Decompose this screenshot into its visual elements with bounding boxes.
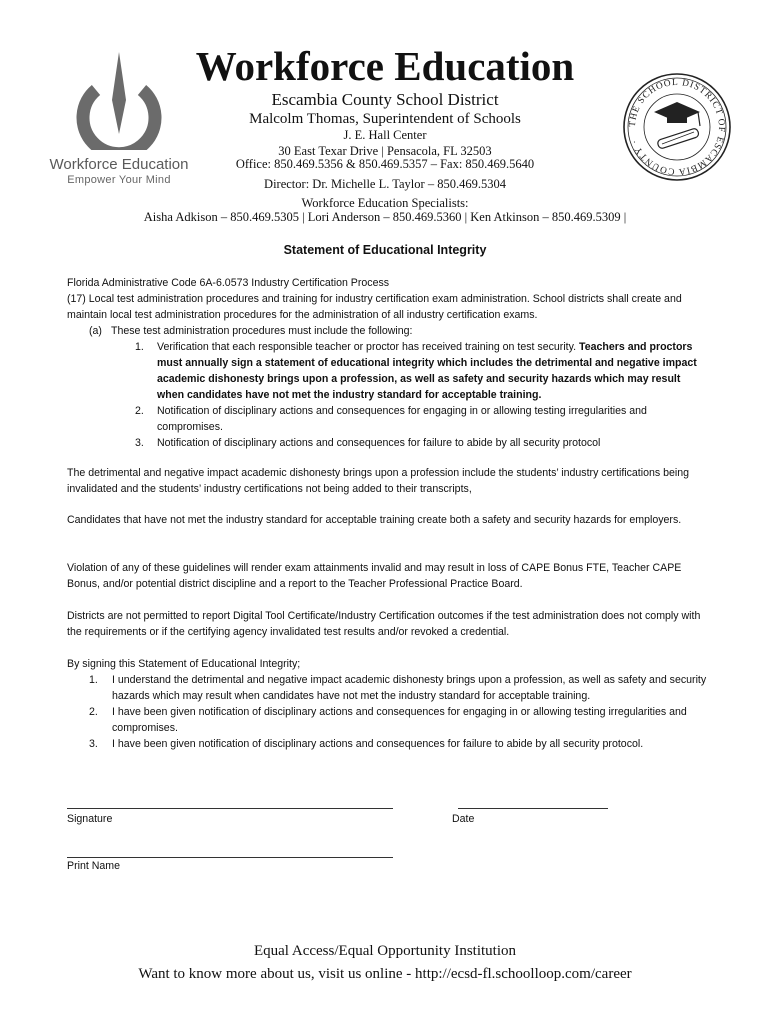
rule-subsection <box>67 323 707 339</box>
paragraph-detrimental: The detrimental and negative impact academic dishonesty brings upon a profession include the students’ industry certifications being invalidated and the students’ industry certifications not being added to their transcripts, <box>67 467 690 495</box>
print-name-line[interactable] <box>67 857 393 858</box>
list-text: I have been given notification of disciplinary actions and consequences for failure to abide by all security protocol. <box>112 738 644 750</box>
list-item <box>67 403 707 435</box>
list-number: 3. <box>89 738 98 750</box>
signing-intro: By signing this Statement of Educational Integrity; <box>67 658 301 670</box>
list-number: 1. <box>89 674 98 686</box>
district-name: Escambia County School District <box>271 90 499 109</box>
rule-line: Florida Administrative Code 6A-6.0573 Industry Certification Process <box>67 277 390 289</box>
logo-name: Workforce Education <box>49 156 189 173</box>
list-text: I have been given notification of disciplinary actions and consequences for engaging in or allowing testing irregularities and compromises. <box>112 706 687 734</box>
date-label: Date <box>452 813 475 825</box>
footer-equal-access: Equal Access/Equal Opportunity Institution <box>253 943 517 959</box>
list-item <box>67 704 707 736</box>
date-line[interactable] <box>458 808 608 809</box>
superintendent: Malcolm Thomas, Superintendent of Schools <box>249 111 521 127</box>
list-text: Notification of disciplinary actions and consequences for failure to abide by all security protocol <box>157 437 601 449</box>
paragraph-districts: Districts are not permitted to report Digital Tool Certificate/Industry Certification outcomes if the test administration does not comply with the requirements or if the certifying agency invalidated test results and/or revoked a credential. <box>67 610 701 638</box>
acknowledgement-section <box>67 656 707 752</box>
paragraph-candidates: Candidates that have not met the industry standard for acceptable training create both a safety and security hazards for employers. <box>67 514 682 526</box>
specialists-list: Aisha Adkison – 850.469.5305 | Lori Anderson – 850.469.5360 | Ken Atkinson – 850.469.5309 | <box>143 210 627 224</box>
center-name: J. E. Hall Center <box>343 128 427 142</box>
list-item <box>67 736 707 752</box>
list-number: 2. <box>89 706 98 718</box>
signature-label: Signature <box>67 813 113 825</box>
list-text: Verification that each responsible teacher or proctor has received training on test security. <box>157 341 580 353</box>
logo-tagline: Empower Your Mind <box>67 174 171 186</box>
list-text: Notification of disciplinary actions and consequences for engaging in or allowing testing irregularities and compromises. <box>157 405 647 433</box>
list-number: 2. <box>135 405 144 417</box>
page-title: Workforce Education <box>195 43 575 89</box>
list-number: 1. <box>135 341 144 353</box>
list-text: I understand the detrimental and negative impact academic dishonesty brings upon a profession, as well as safety and security hazards which may result when candidates have not met the industry standard for acceptable training. <box>112 674 707 702</box>
list-bold-text: Teachers and proctors must annually sign a statement of educational integrity which includes the detrimental and negative impact academic dishonesty brings upon a profession, as well as safety and security hazards which may result when candidates have not met the industry standard for acceptable training. <box>157 341 697 401</box>
list-item <box>67 672 707 704</box>
specialists-label: Workforce Education Specialists: <box>301 196 469 210</box>
subsection-marker: (a) <box>89 325 102 337</box>
paragraph-violation: Violation of any of these guidelines will render exam attainments invalid and may result in loss of CAPE Bonus FTE, Teacher CAPE Bonus, and/or potential district discipline and a report to the Teacher Professional Practice Board. <box>67 562 682 590</box>
document-title: Statement of Educational Integrity <box>283 243 487 257</box>
signature-line[interactable] <box>67 808 393 809</box>
seal-text: THE SCHOOL DISTRICT OF ESCAMBIA COUNTY · <box>627 77 727 177</box>
rule-text: (17) Local test administration procedures and training for industry certification exam administration. School districts shall create and maintain local test administration procedures for the administration of all industry certification exams. <box>67 293 682 321</box>
print-name-label: Print Name <box>67 860 120 872</box>
list-item <box>67 339 707 403</box>
office-phone: Office: 850.469.5356 & 850.469.5357 – Fax: 850.469.5640 <box>235 157 535 171</box>
director: Director: Dr. Michelle L. Taylor – 850.469.5304 <box>264 177 506 191</box>
list-number: 3. <box>135 437 144 449</box>
footer-website: Want to know more about us, visit us online - http://ecsd-fl.schoolloop.com/career <box>138 966 632 982</box>
list-item <box>67 435 707 451</box>
rule-section <box>67 275 707 451</box>
subsection-text: These test administration procedures must include the following: <box>111 325 413 337</box>
address: 30 East Texar Drive | Pensacola, FL 32503 <box>278 144 492 158</box>
